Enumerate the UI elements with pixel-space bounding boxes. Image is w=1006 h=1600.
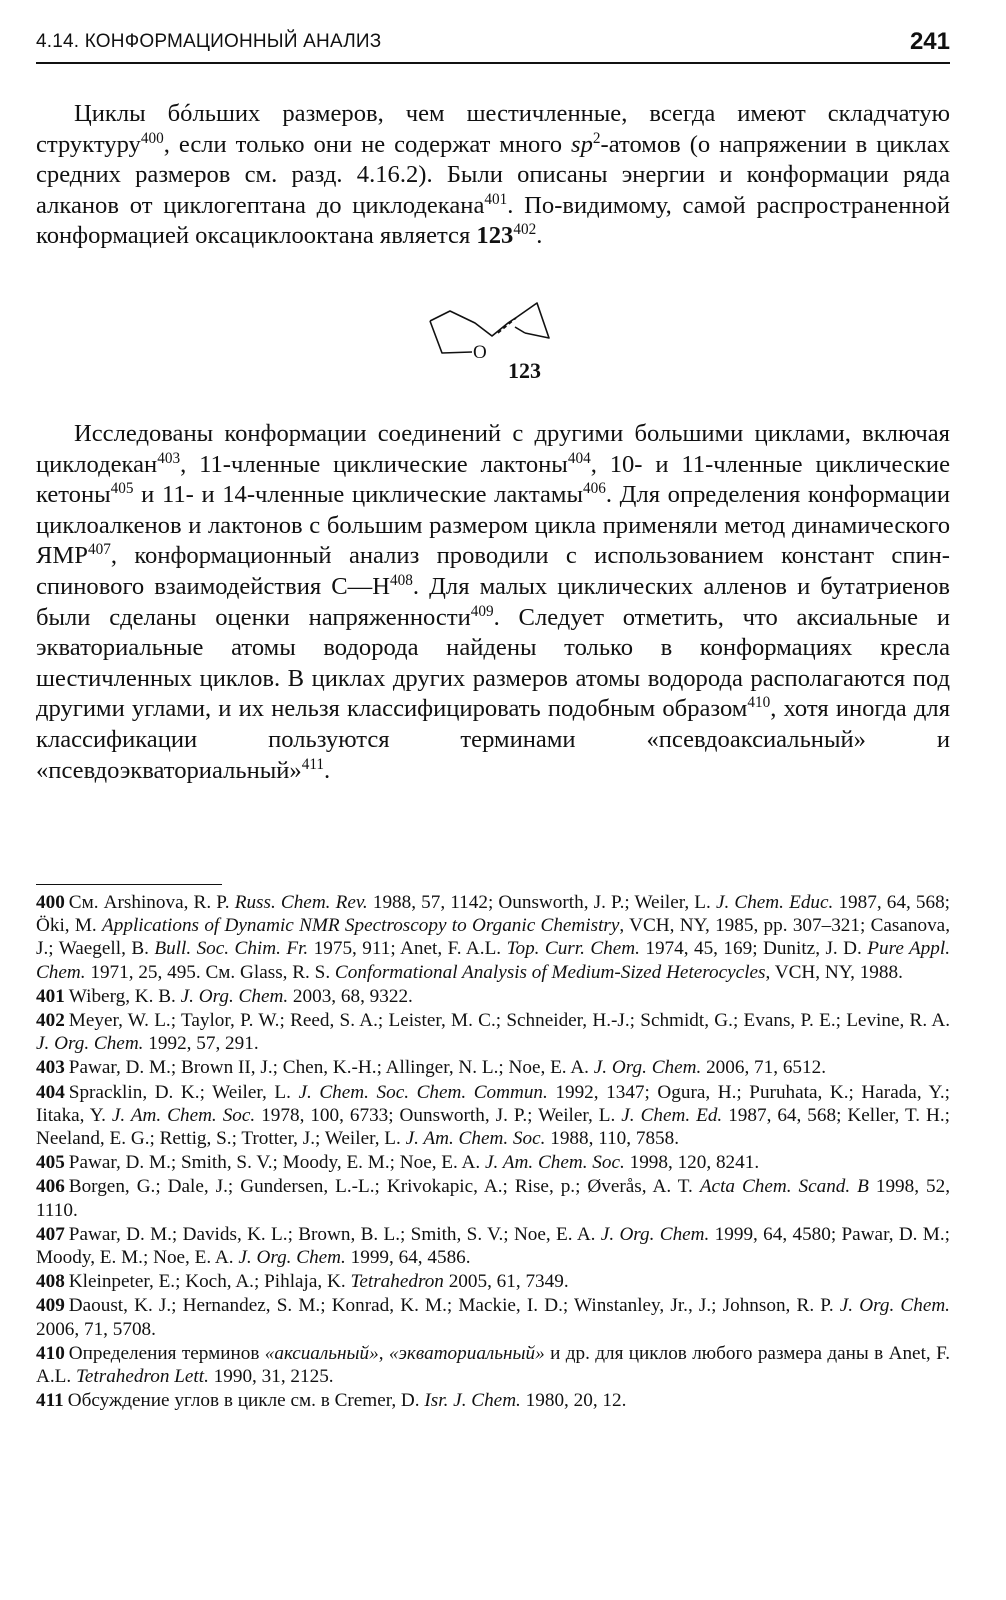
compound-number: 123 bbox=[476, 222, 514, 250]
text-run: и 11- и 14-членные циклические лактамы bbox=[133, 481, 584, 509]
fn-text: 2003, 68, 9322. bbox=[288, 985, 413, 1007]
text-run: , если только они не содержат много bbox=[163, 130, 572, 158]
journal-title: J. Am. Chem. Soc. bbox=[485, 1152, 625, 1174]
ref-406: 406 bbox=[583, 480, 606, 498]
journal-title: Tetrahedron bbox=[350, 1271, 444, 1293]
footnote-number: 411 bbox=[36, 1390, 64, 1412]
ref-410: 410 bbox=[747, 694, 771, 712]
footnotes bbox=[36, 891, 950, 1413]
fn-text: 1992, 57, 291. bbox=[143, 1033, 259, 1055]
fn-text: 2006, 71, 6512. bbox=[701, 1057, 826, 1079]
fn-text: , VCH, NY, 1988. bbox=[765, 961, 903, 983]
fn-text: 1998, 120, 8241. bbox=[624, 1152, 760, 1174]
journal-title: J. Org. Chem. bbox=[180, 985, 289, 1007]
text-run: . Для определения конформации циклоалкенов и лактонов с большим размером цикла применяли метод динамического ЯМР bbox=[36, 481, 950, 570]
footnote-number: 406 bbox=[36, 1176, 65, 1198]
ref-404: 404 bbox=[567, 449, 591, 467]
ring-bonds-upper bbox=[430, 303, 549, 338]
text-run: . Для малых циклических алленов и бутатриенов были сделаны оценки напряженности bbox=[36, 572, 951, 631]
footnote-406 bbox=[36, 1175, 950, 1221]
fn-text: Spracklin, D. K.; Weiler, L. bbox=[68, 1081, 299, 1103]
fn-text: 2006, 71, 5708. bbox=[36, 1318, 156, 1340]
page-number: 241 bbox=[909, 28, 950, 55]
oxygen-atom-label: O bbox=[473, 342, 487, 363]
ref-409: 409 bbox=[470, 602, 494, 620]
footnote-405 bbox=[36, 1151, 950, 1174]
fn-text: Meyer, W. L.; Taylor, P. W.; Reed, S. A.; Leister, M. C.; Schneider, H.-J.; Schmidt, G.; Evans, P. E.; Levine, R. A. bbox=[68, 1010, 950, 1032]
journal-title: J. Org. Chem. bbox=[238, 1247, 346, 1269]
fn-text: 1987, 64, 568; Öki, M. bbox=[36, 892, 950, 937]
text-run: , 11-членные циклические лактоны bbox=[180, 450, 568, 478]
footnote-number: 407 bbox=[36, 1223, 65, 1245]
fn-text: 1980, 20, 12. bbox=[520, 1390, 627, 1412]
fn-text: Pawar, D. M.; Brown II, J.; Chen, K.-H.; Allinger, N. L.; Noe, E. A. bbox=[68, 1057, 594, 1079]
footnote-410 bbox=[36, 1342, 950, 1388]
footnote-number: 410 bbox=[36, 1342, 65, 1364]
text-run: , 10- и 11-членные циклические кетоны bbox=[36, 450, 950, 509]
fn-text: 1999, 64, 4586. bbox=[345, 1247, 471, 1269]
ref-400: 400 bbox=[140, 129, 164, 147]
fn-text: 1971, 25, 495. См. Glass, R. S. bbox=[85, 961, 335, 983]
fn-text: 1988, 57, 1142; Ounsworth, J. P.; Weiler, L. bbox=[367, 892, 716, 913]
sp-superscript: 2 bbox=[592, 129, 601, 147]
fn-text: Kleinpeter, E.; Koch, A.; Pihlaja, K. bbox=[68, 1271, 351, 1293]
journal-title: J. Chem. Educ. bbox=[715, 892, 834, 913]
footnote-409 bbox=[36, 1294, 950, 1340]
fn-text: См. Arshinova, R. P. bbox=[68, 892, 235, 913]
term: «экваториальный» bbox=[388, 1342, 545, 1364]
fn-text: 2005, 61, 7349. bbox=[443, 1271, 569, 1293]
fn-text: Wiberg, K. B. bbox=[68, 985, 181, 1007]
ref-407: 407 bbox=[87, 541, 111, 559]
fn-text: 1998, 52, 1110. bbox=[36, 1176, 950, 1221]
paragraph-1 bbox=[36, 99, 950, 252]
text-run: . Следует отметить, что аксиальные и экваториальные атомы водорода найдены только в конформациях кресла шестичленных циклов. В циклах других размеров атомы водорода располагаются под другими углами, и их нельзя классифицировать подобным образом bbox=[36, 603, 950, 723]
journal-title: Russ. Chem. Rev. bbox=[234, 892, 368, 913]
fn-text: 1975, 911; Anet, F. A.L. bbox=[308, 938, 507, 960]
journal-title: J. Chem. Soc. Chem. Commun. bbox=[298, 1081, 548, 1103]
fn-text: , bbox=[378, 1342, 389, 1364]
footnote-400 bbox=[36, 891, 950, 984]
footnote-402 bbox=[36, 1009, 950, 1055]
footnote-number: 404 bbox=[36, 1081, 65, 1103]
fn-text: Обсуждение углов в цикле см. в Cremer, D. bbox=[67, 1390, 425, 1412]
journal-title: Isr. J. Chem. bbox=[424, 1390, 521, 1412]
journal-title: Top. Curr. Chem. bbox=[506, 938, 640, 960]
footnote-number: 401 bbox=[36, 985, 65, 1007]
footnote-number: 409 bbox=[36, 1295, 65, 1317]
fn-text: 1974, 45, 169; Dunitz, J. D. bbox=[639, 938, 868, 960]
ref-402: 402 bbox=[513, 221, 537, 239]
book-title: Applications of Dynamic NMR Spectroscopy to Organic Chemistry bbox=[102, 915, 620, 937]
paragraph-1-text bbox=[36, 99, 950, 252]
footnote-number: 405 bbox=[36, 1152, 65, 1174]
journal-title: Acta Chem. Scand. B bbox=[699, 1176, 869, 1198]
book-title: Conformational Analysis of Medium-Sized Heterocycles bbox=[334, 961, 766, 983]
fn-text: и др. для циклов любого размера даны в Anet, F. A.L. bbox=[36, 1342, 950, 1388]
running-head bbox=[36, 28, 950, 64]
paragraph-2 bbox=[36, 419, 950, 786]
journal-title: Pure Appl. Chem. bbox=[36, 938, 950, 983]
fn-text: 1999, 64, 4580; Pawar, D. M.; Moody, E. M.; Noe, E. A. bbox=[36, 1223, 950, 1269]
fn-text: Pawar, D. M.; Davids, K. L.; Brown, B. L.; Smith, S. V.; Noe, E. A. bbox=[68, 1223, 601, 1245]
term: «аксиальный» bbox=[264, 1342, 379, 1364]
journal-title: Tetrahedron Lett. bbox=[75, 1366, 209, 1388]
text-run: Циклы бóльших размеров, чем шестичленные, всегда имеют складчатую структуру bbox=[36, 100, 950, 158]
journal-title: J. Org. Chem. bbox=[36, 1033, 144, 1055]
fn-text: Pawar, D. M.; Smith, S. V.; Moody, E. M.; Noe, E. A. bbox=[68, 1152, 486, 1174]
journal-title: J. Am. Chem. Soc. bbox=[111, 1104, 256, 1126]
journal-title: J. Org. Chem. bbox=[593, 1057, 702, 1079]
footnote-411 bbox=[36, 1389, 950, 1412]
text-run: . bbox=[536, 222, 543, 250]
footnote-403 bbox=[36, 1056, 950, 1079]
text-run: , хотя иногда для классификации пользуются терминами «псевдоаксиальный» и «псевдоэкваториальный» bbox=[36, 695, 951, 784]
footnote-407 bbox=[36, 1223, 950, 1269]
footnote-number: 403 bbox=[36, 1057, 65, 1079]
fn-text: 1990, 31, 2125. bbox=[208, 1366, 334, 1388]
footnote-number: 400 bbox=[36, 892, 65, 913]
footnote-408 bbox=[36, 1270, 950, 1293]
fn-text: 1978, 100, 6733; Ounsworth, J. P.; Weiler, L. bbox=[255, 1104, 622, 1126]
compound-label: 123 bbox=[508, 358, 541, 383]
ref-405: 405 bbox=[110, 480, 134, 498]
ref-401: 401 bbox=[484, 190, 508, 208]
text-run: . По-видимому, самой распространенной конформацией оксациклооктана является bbox=[36, 191, 950, 250]
oxacyclooctane-structure bbox=[420, 290, 570, 385]
footnote-404 bbox=[36, 1081, 950, 1151]
fn-text: Borgen, G.; Dale, J.; Gundersen, L.-L.; Krivokapic, A.; Rise, p.; Øverås, A. T. bbox=[68, 1176, 700, 1198]
text-run: Исследованы конформации соединений с другими большими циклами, включая циклодекан bbox=[36, 420, 950, 478]
text-run: . bbox=[324, 756, 331, 784]
journal-title: J. Org. Chem. bbox=[839, 1295, 950, 1317]
fn-text: 1992, 1347; Ogura, H.; Puruhata, K.; Harada, Y.; Iitaka, Y. bbox=[36, 1081, 950, 1126]
text-run: , конформационный анализ проводили с использованием констант спин-спинового взаимодействия C—H bbox=[36, 542, 950, 600]
fn-text: Определения терминов bbox=[68, 1342, 265, 1364]
ref-411: 411 bbox=[301, 755, 325, 773]
journal-title: J. Org. Chem. bbox=[600, 1223, 710, 1245]
paragraph-2-text bbox=[36, 419, 950, 786]
ref-408: 408 bbox=[390, 571, 413, 589]
journal-title: Bull. Soc. Chim. Fr. bbox=[154, 938, 309, 960]
footnote-number: 402 bbox=[36, 1010, 65, 1032]
footnote-separator bbox=[36, 884, 222, 885]
ring-bond-short bbox=[515, 327, 525, 333]
footnote-401 bbox=[36, 985, 950, 1008]
fn-text: 1987, 64, 568; Keller, T. H.; Neeland, E. G.; Rettig, S.; Trotter, J.; Weiler, L. bbox=[36, 1104, 951, 1150]
ref-403: 403 bbox=[157, 449, 181, 467]
structure-figure-123 bbox=[420, 290, 570, 385]
fn-text: Daoust, K. J.; Hernandez, S. M.; Konrad, K. M.; Mackie, I. D.; Winstanley, Jr., J.; Johnson, R. P. bbox=[68, 1295, 840, 1317]
ring-bonds-lower bbox=[430, 321, 472, 353]
fn-text: , VCH, NY, 1985, pp. 307–321; Casanova, J.; Waegell, B. bbox=[36, 915, 950, 960]
sp-term: sp bbox=[571, 130, 593, 158]
section-title: 4.14. КОНФОРМАЦИОННЫЙ АНАЛИЗ bbox=[36, 31, 382, 52]
journal-title: J. Chem. Ed. bbox=[621, 1104, 723, 1126]
text-run: -атомов (о напряжении в циклах средних размеров см. разд. 4.16.2). Были описаны энергии и конформации ряда алканов от циклогептана до циклодекана bbox=[36, 130, 950, 219]
footnote-number: 408 bbox=[36, 1271, 65, 1293]
journal-title: J. Am. Chem. Soc. bbox=[405, 1128, 546, 1150]
fn-text: 1988, 110, 7858. bbox=[545, 1128, 680, 1150]
